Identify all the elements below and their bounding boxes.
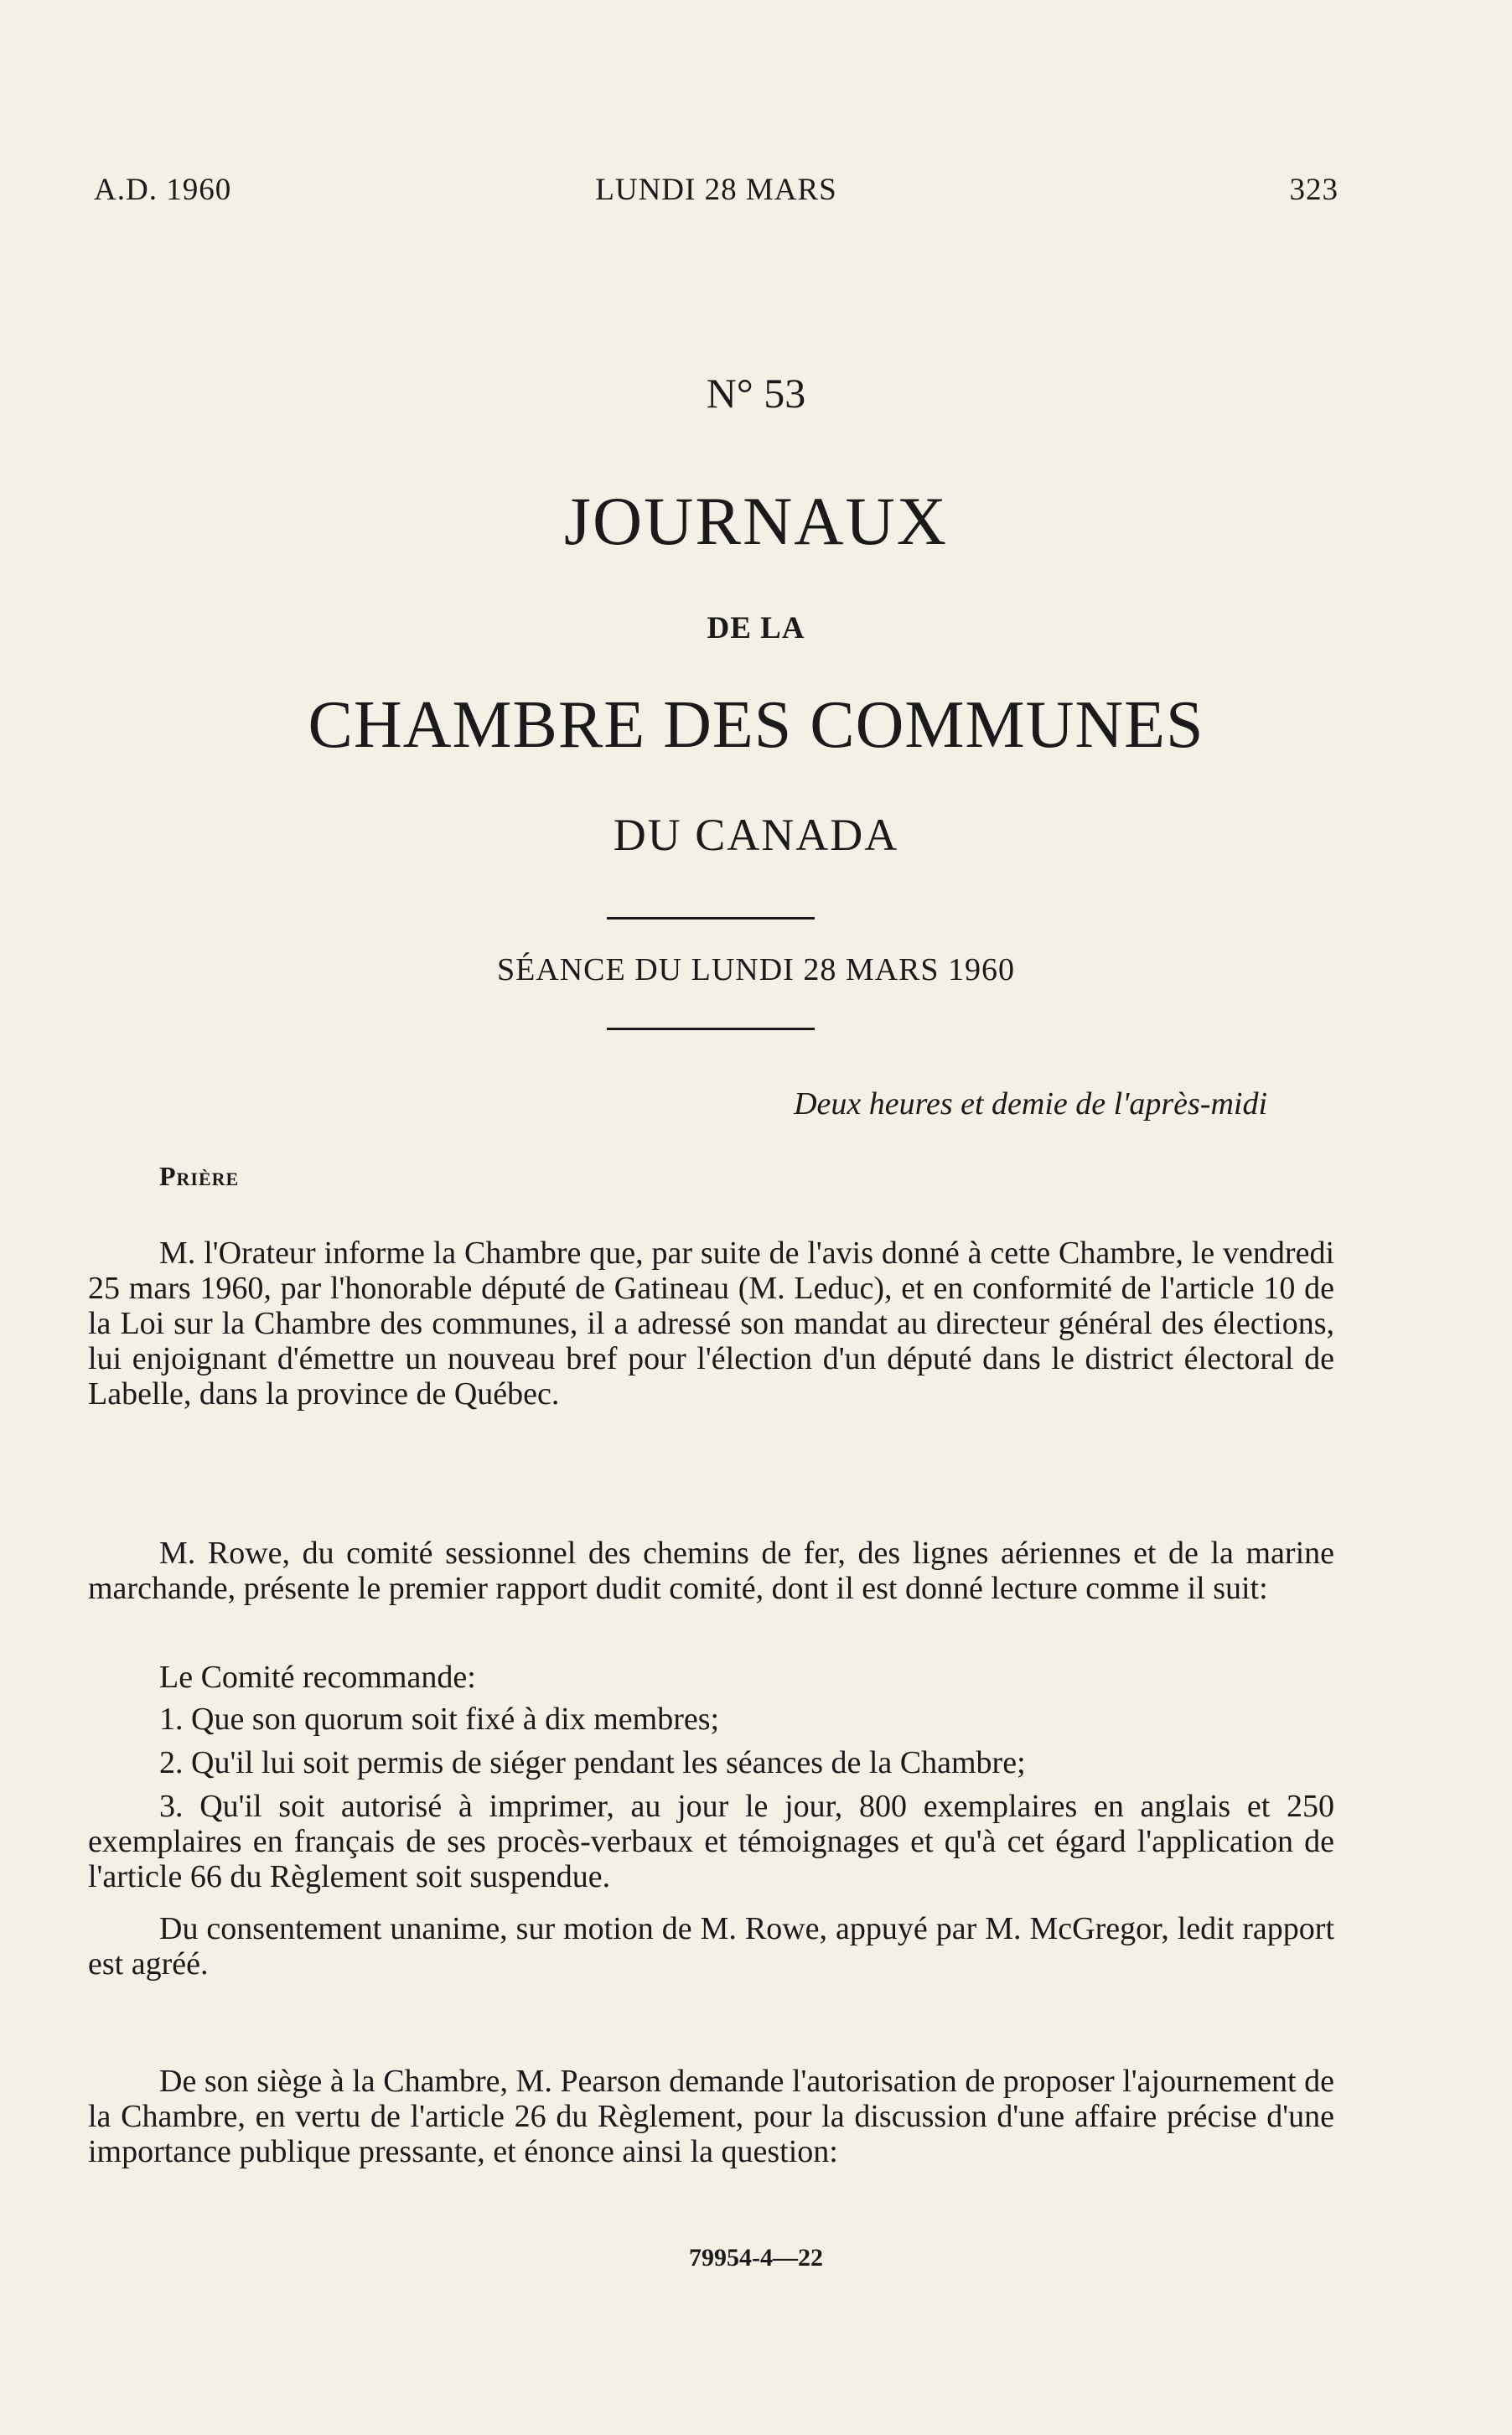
paragraph-consentement: Du consentement unanime, sur motion de M. Rowe, appuyé par M. McGregor, ledit rapport est agréé. [88,1911,1334,1982]
title-de-la: DE LA [707,611,805,645]
list-item: 1. Que son quorum soit fixé à dix membres; [159,1702,720,1737]
header-date: LUNDI 28 MARS [595,173,837,207]
footer-code: 79954-4—22 [689,2244,823,2272]
title-du-canada: DU CANADA [613,810,899,860]
title-chambre: CHAMBRE DES COMMUNES [308,688,1204,762]
priere-heading: Prière [159,1161,240,1191]
running-header [94,172,1339,214]
paragraph-pearson: De son siège à la Chambre, M. Pearson demande l'autorisation de proposer l'ajournement de la Chambre, en vertu de l'article 26 du Règlement, pour la discussion d'une affaire précise d'une importance publique pressante, et énonce ainsi la question: [88,2064,1334,2169]
paragraph-orateur: M. l'Orateur informe la Chambre que, par suite de l'avis donné à cette Chambre, le vendredi 25 mars 1960, par l'honorable député de Gatineau (M. Leduc), et en conformité de l'article 10 de la Loi sur la Chambre des communes, il a adressé son mandat au directeur général des élections, lui enjoignant d'émettre un nouveau bref pour l'élection d'un député dans le district électoral de Labelle, dans la province de Québec. [88,1236,1334,1412]
header-year: A.D. 1960 [94,173,232,207]
session-time: Deux heures et demie de l'après-midi [794,1086,1267,1122]
list-item: 3. Qu'il soit autorisé à imprimer, au jour le jour, 800 exemplaires en anglais et 250 exemplaires en français de ses procès-verbaux et témoignages et qu'à cet égard l'application de l'article 66 du Règlement soit suspendue. [88,1789,1334,1894]
list-intro: Le Comité recommande: [159,1660,476,1695]
divider-bottom [607,1028,815,1030]
list-item: 2. Qu'il lui soit permis de siéger pendant les séances de la Chambre; [159,1745,1026,1780]
issue-number: N° 53 [706,370,806,417]
divider-top [607,917,815,920]
paragraph-rowe-rapport: M. Rowe, du comité sessionnel des chemins de fer, des lignes aériennes et de la marine marchande, présente le premier rapport dudit comité, dont il est donné lecture comme il suit: [88,1536,1334,1606]
page-number: 323 [1289,173,1339,207]
seance-heading: SÉANCE DU LUNDI 28 MARS 1960 [496,952,1016,987]
title-journaux: JOURNAUX [564,483,948,559]
